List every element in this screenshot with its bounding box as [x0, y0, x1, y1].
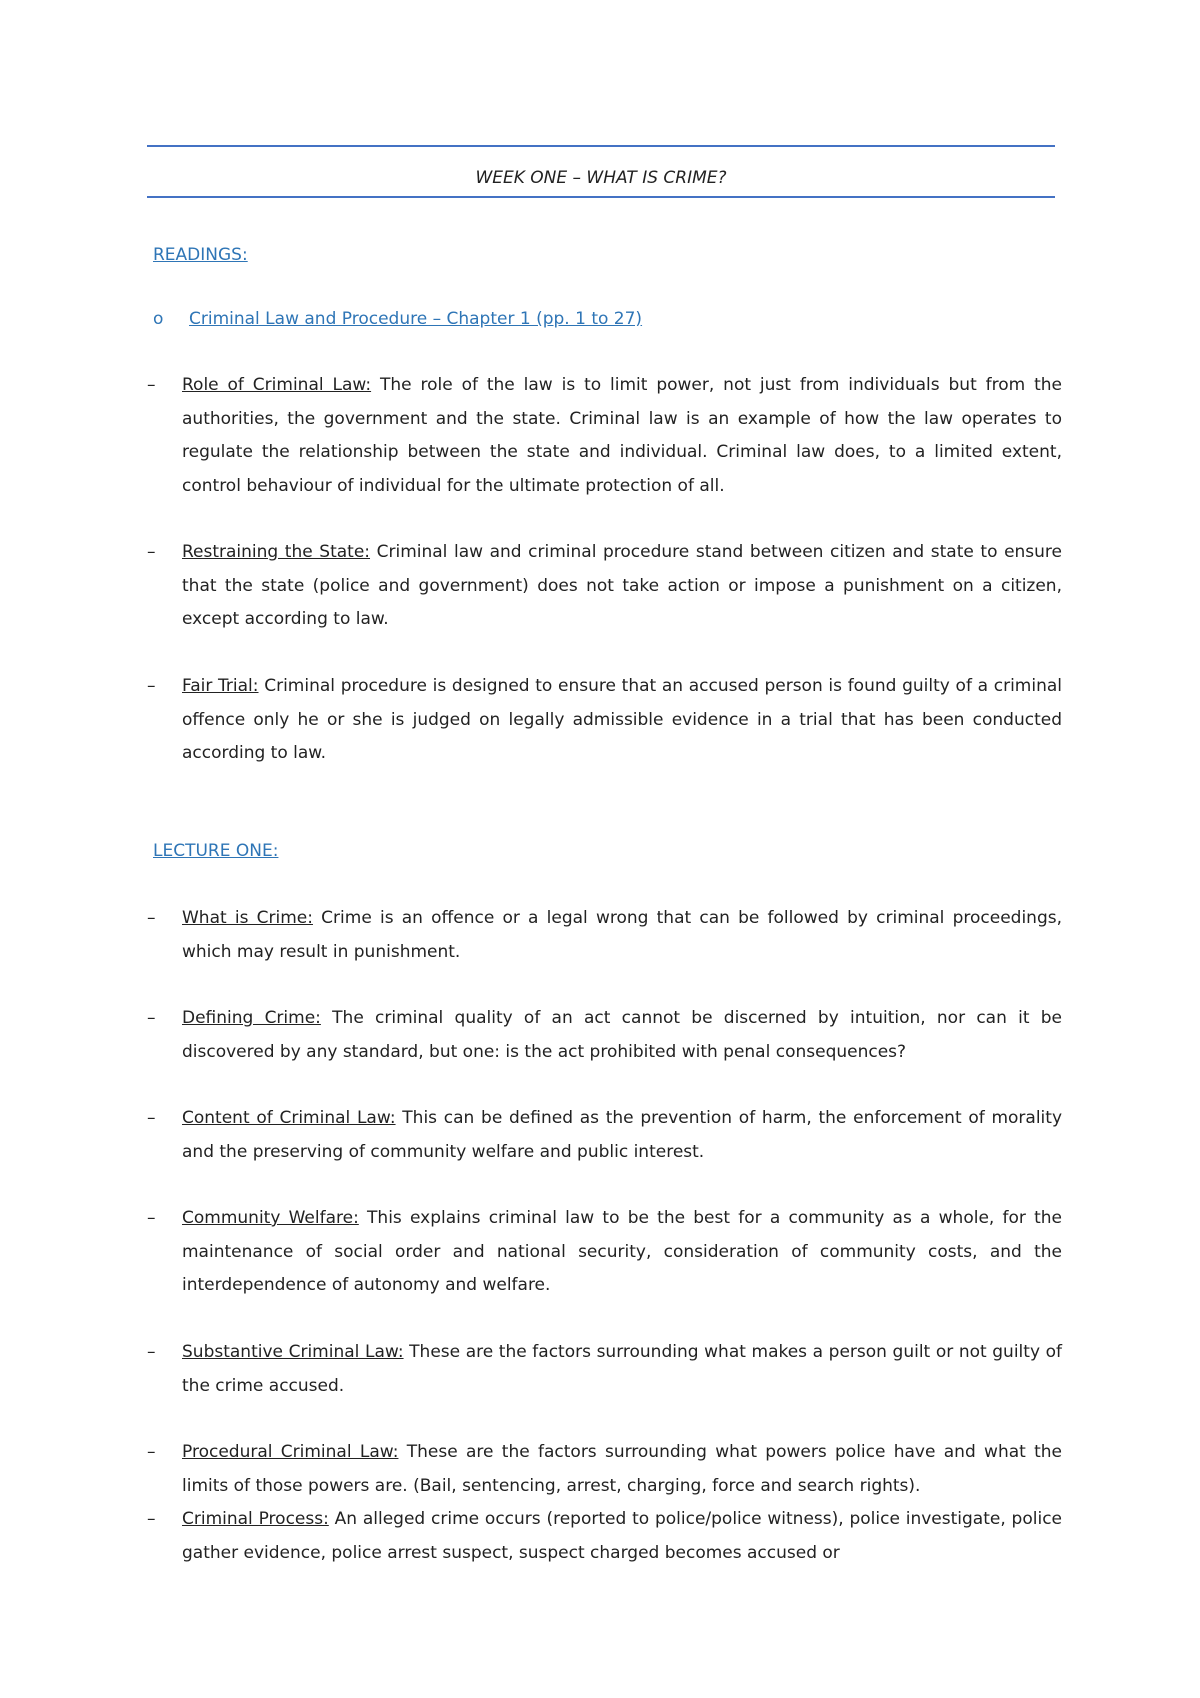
dash-bullet-icon: –	[147, 542, 156, 562]
list-item-criminal-process	[147, 1503, 1062, 1570]
dash-bullet-icon: –	[147, 908, 156, 928]
list-item-body: The role of the law is to limit power, not just from individuals but from the authorities, the government and the state. Criminal law is an example of how the law operates to regulate the relationship between the state and individual. Criminal law does, to a limited extent, control behaviour of individual for the ultimate protection of all.	[182, 375, 1063, 496]
list-item-term: Fair Trial:	[182, 676, 259, 696]
list-item-fair-trial	[147, 670, 1062, 771]
reading-link[interactable]: Criminal Law and Procedure – Chapter 1 (pp. 1 to 27)	[189, 309, 643, 329]
list-item-text	[182, 1002, 1062, 1069]
list-item-body: The criminal quality of an act cannot be discerned by intuition, nor can it be discovered by any standard, but one: is the act prohibited with penal consequences?	[182, 1008, 1062, 1062]
list-item-text	[182, 1102, 1062, 1169]
dash-bullet-icon: –	[147, 1208, 156, 1228]
list-item-body: This explains criminal law to be the best for a community as a whole, for the maintenance of social order and national security, consideration of community costs, and the interdependence of autonomy and welfare.	[182, 1208, 1063, 1295]
list-item-substantive-criminal-law	[147, 1336, 1062, 1403]
list-item-text	[182, 670, 1062, 771]
list-item-body: These are the factors surrounding what powers police have and what the limits of those powers are. (Bail, sentencing, arrest, charging, force and search rights).	[182, 1442, 1063, 1496]
list-item-text	[182, 1202, 1062, 1303]
list-item-community-welfare	[147, 1202, 1062, 1303]
list-item-term: Restraining the State:	[182, 542, 371, 562]
list-item-text	[182, 1503, 1062, 1570]
dash-bullet-icon: –	[147, 375, 156, 395]
readings-heading: READINGS:	[153, 245, 248, 265]
lecture-heading: LECTURE ONE:	[153, 841, 279, 861]
list-item-body: Criminal procedure is designed to ensure that an accused person is found guilty of a criminal offence only he or she is judged on legally admissible evidence in a trial that has been conducted according to law.	[182, 676, 1063, 763]
page-title: WEEK ONE – WHAT IS CRIME?	[475, 168, 727, 188]
bullet-icon: o	[153, 309, 164, 329]
dash-bullet-icon: –	[147, 1509, 156, 1529]
dash-bullet-icon: –	[147, 1342, 156, 1362]
dash-bullet-icon: –	[147, 1008, 156, 1028]
list-item-text	[182, 902, 1062, 969]
dash-bullet-icon: –	[147, 1442, 156, 1462]
list-item-restraining-the-state	[147, 536, 1062, 637]
list-item-body: An alleged crime occurs (reported to police/police witness), police investigate, police gather evidence, police arrest suspect, suspect charged becomes accused or	[182, 1509, 1063, 1563]
list-item-term: Community Welfare:	[182, 1208, 359, 1228]
list-item-text	[182, 369, 1062, 503]
list-item-what-is-crime	[147, 902, 1062, 969]
list-item-procedural-criminal-law	[147, 1436, 1062, 1503]
list-item-term: What is Crime:	[182, 908, 313, 928]
list-item-text	[182, 536, 1062, 637]
dash-bullet-icon: –	[147, 1108, 156, 1128]
list-item-term: Content of Criminal Law:	[182, 1108, 396, 1128]
list-item-term: Criminal Process:	[182, 1509, 329, 1529]
list-item-defining-crime	[147, 1002, 1062, 1069]
list-item-role-of-criminal-law	[147, 369, 1062, 503]
list-item-content-of-criminal-law	[147, 1102, 1062, 1169]
list-item-body: Crime is an offence or a legal wrong that can be followed by criminal proceedings, which may result in punishment.	[182, 908, 1063, 962]
list-item-term: Procedural Criminal Law:	[182, 1442, 399, 1462]
list-item-term: Substantive Criminal Law:	[182, 1342, 404, 1362]
list-item-text	[182, 1436, 1062, 1503]
list-item-body: This can be defined as the prevention of harm, the enforcement of morality and the preserving of community welfare and public interest.	[182, 1108, 1063, 1162]
title-top-rule	[147, 145, 1055, 147]
list-item-body: Criminal law and criminal procedure stand between citizen and state to ensure that the state (police and government) does not take action or impose a punishment on a citizen, except according to law.	[182, 542, 1063, 629]
list-item-body: These are the factors surrounding what makes a person guilt or not guilty of the crime accused.	[182, 1342, 1062, 1396]
list-item-term: Role of Criminal Law:	[182, 375, 372, 395]
list-item-text	[182, 1336, 1062, 1403]
reading-list-item	[153, 309, 642, 329]
list-item-term: Defining Crime:	[182, 1008, 321, 1028]
dash-bullet-icon: –	[147, 676, 156, 696]
title-bottom-rule	[147, 196, 1055, 198]
